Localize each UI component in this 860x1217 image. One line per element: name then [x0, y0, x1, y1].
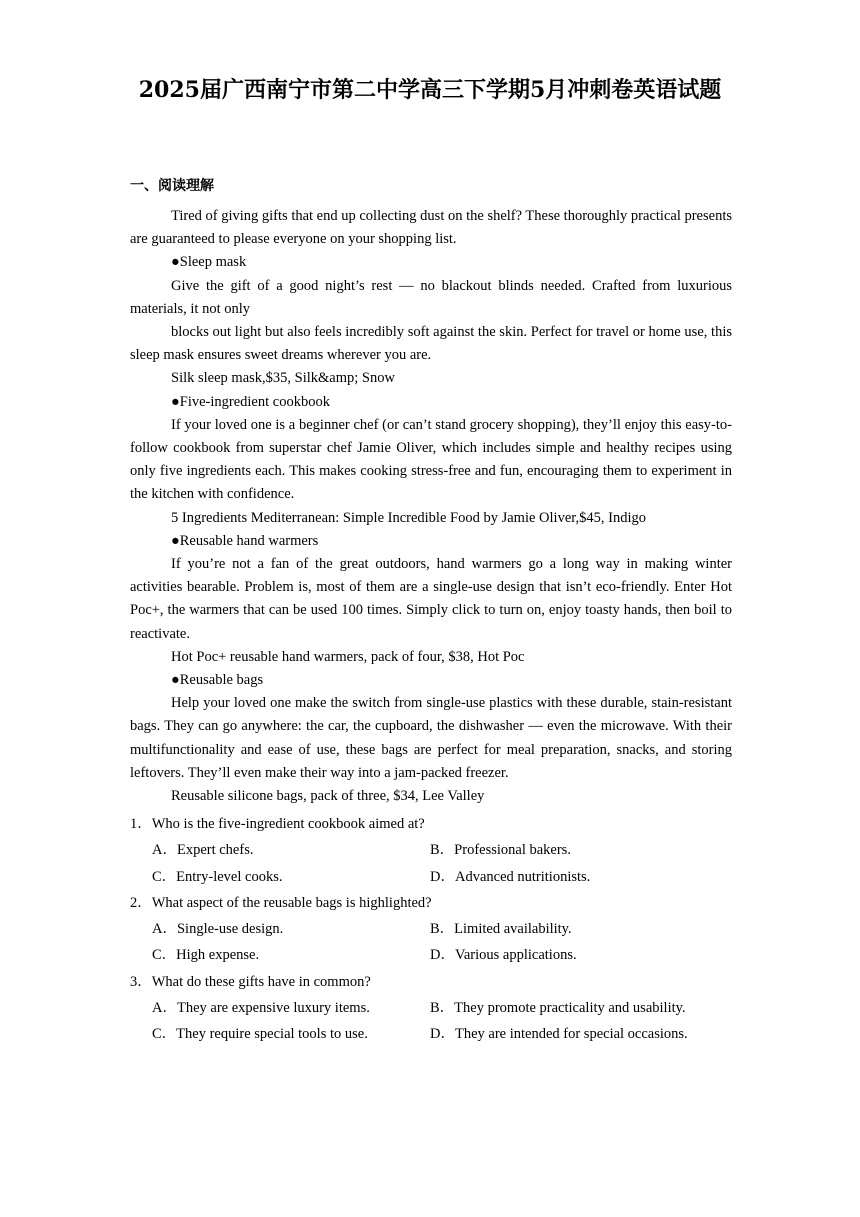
answer-option[interactable]: B．Limited availability.	[430, 921, 572, 938]
question-stem: 2．What aspect of the reusable bags is highlighted?	[130, 894, 432, 911]
passage-paragraph: Give the gift of a good night’s rest — no blackout blinds needed. Crafted from luxurious materials, it not only	[130, 277, 732, 317]
option-row	[130, 944, 750, 970]
answer-option[interactable]: A．They are expensive luxury items.	[152, 1000, 370, 1017]
passage-paragraph: Tired of giving gifts that end up collecting dust on the shelf? These thoroughly practical presents are guaranteed to please everyone on your shopping list.	[130, 208, 732, 248]
answer-option[interactable]: B．Professional bakers.	[430, 842, 571, 859]
passage-paragraph: If you’re not a fan of the great outdoors, hand warmers go a long way in making winter activities bearable. Problem is, most of them are a single-use design that isn’t eco-friendly. Enter Hot Poc+, the warmers that can be used 100 times. Simply click to turn on, enjoy toasty hands, then boil to reactivate.	[130, 556, 732, 642]
passage-paragraph: ●Five-ingredient cookbook	[171, 393, 330, 410]
passage-paragraph: Silk sleep mask,$35, Silk&amp; Snow	[171, 370, 395, 387]
passage-paragraph: blocks out light but also feels incredibly soft against the skin. Perfect for travel or home use, this sleep mask ensures sweet dreams wherever you are.	[130, 324, 732, 364]
passage-paragraph: ●Reusable bags	[171, 672, 264, 689]
question-stem: 1．Who is the five-ingredient cookbook aimed at?	[130, 816, 425, 832]
answer-option[interactable]: C．They require special tools to use.	[152, 1026, 368, 1043]
answer-option[interactable]: A．Expert chefs.	[152, 842, 254, 859]
passage-paragraph: Hot Poc+ reusable hand warmers, pack of four, $38, Hot Poc	[171, 648, 525, 665]
passage-paragraph: Help your loved one make the switch from single-use plastics with these durable, stain-resistant bags. They can go anywhere: the car, the cupboard, the dishwasher — even the microwave. With their multifunctionality and ease of use, these bags are perfect for meal preparation, snacks, and storing leftovers. They’ll even make their way into a jam-packed freezer.	[130, 695, 732, 781]
option-row	[130, 918, 750, 944]
answer-option[interactable]: C．Entry-level cooks.	[152, 868, 283, 885]
passage-paragraph: If your loved one is a beginner chef (or can’t stand grocery shopping), they’ll enjoy this easy-to-follow cookbook from superstar chef Jamie Oliver, which includes simple and healthy recipes using only five ingredients each. This makes cooking stress-free and fun, encouraging them to experiment in the kitchen with confidence.	[130, 416, 732, 503]
question-list	[130, 813, 750, 1050]
passage-paragraph: ●Reusable hand warmers	[171, 532, 319, 549]
passage-paragraph: 5 Ingredients Mediterranean: Simple Incredible Food by Jamie Oliver,$45, Indigo	[171, 509, 646, 526]
answer-option[interactable]: D．They are intended for special occasions.	[430, 1026, 688, 1043]
section-heading: 一、阅读理解	[130, 178, 214, 194]
option-row	[130, 866, 750, 892]
answer-option[interactable]: B．They promote practicality and usability.	[430, 1000, 686, 1017]
answer-option[interactable]: A．Single-use design.	[152, 921, 284, 938]
option-row	[130, 997, 750, 1023]
answer-option[interactable]: D．Various applications.	[430, 947, 577, 964]
option-row	[130, 1023, 750, 1049]
passage-paragraph: ●Sleep mask	[171, 254, 247, 271]
passage-paragraph: Reusable silicone bags, pack of three, $34, Lee Valley	[171, 788, 485, 805]
reading-passage	[130, 205, 732, 808]
question-stem: 3．What do these gifts have in common?	[130, 973, 371, 990]
answer-option[interactable]: D．Advanced nutritionists.	[430, 868, 591, 885]
page-title: 2025届广西南宁市第二中学高三下学期5月冲刺卷英语试题	[138, 77, 722, 103]
option-row	[130, 839, 750, 865]
answer-option[interactable]: C．High expense.	[152, 947, 260, 964]
